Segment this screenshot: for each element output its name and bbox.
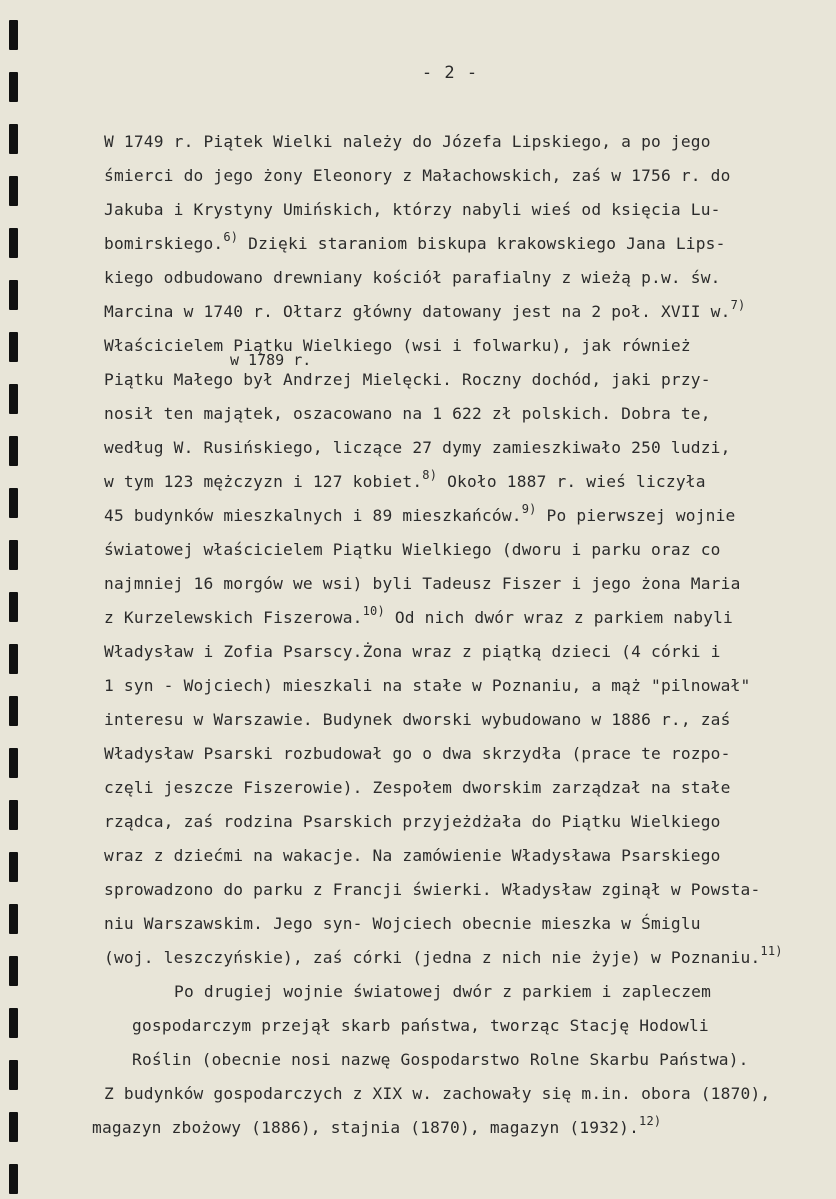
text-line [104, 298, 746, 321]
text-line [104, 468, 706, 491]
text-line: rządca, zaś rodzina Psarskich przyjeżdżała do Piątku Wielkiego [104, 812, 721, 831]
text-span: z Kurzelewskich Fiszerowa. [104, 608, 363, 627]
binder-hole [9, 696, 18, 726]
binder-hole [9, 592, 18, 622]
binder-hole [9, 176, 18, 206]
binder-hole [9, 1112, 18, 1142]
binder-hole [9, 1060, 18, 1090]
text-span: 45 budynków mieszkalnych i 89 mieszkańców. [104, 506, 522, 525]
text-line [104, 230, 726, 253]
footnote-ref: 9) [521, 502, 537, 516]
binder-holes [0, 0, 30, 1199]
text-line: najmniej 16 morgów we wsi) byli Tadeusz Fiszer i jego żona Maria [104, 574, 741, 593]
binder-hole [9, 20, 18, 50]
binder-hole [9, 956, 18, 986]
footnote-ref: 10) [362, 604, 385, 618]
text-line: śmierci do jego żony Eleonory z Małachowskich, zaś w 1756 r. do [104, 166, 731, 185]
binder-hole [9, 1164, 18, 1194]
binder-hole [9, 644, 18, 674]
footnote-ref: 8) [422, 468, 438, 482]
text-line [92, 1114, 662, 1137]
binder-hole [9, 332, 18, 362]
text-line: kiego odbudowano drewniany kościół parafialny z wieżą p.w. św. [104, 268, 721, 287]
binder-hole [9, 124, 18, 154]
binder-hole [9, 852, 18, 882]
binder-hole [9, 228, 18, 258]
binder-hole [9, 748, 18, 778]
text-line: Roślin (obecnie nosi nazwę Gospodarstwo Rolne Skarbu Państwa). [132, 1050, 749, 1069]
text-line: 1 syn - Wojciech) mieszkali na stałe w Poznaniu, a mąż "pilnował" [104, 676, 751, 695]
text-span: Dzięki staraniom biskupa krakowskiego Jana Lips- [238, 234, 726, 253]
footnote-ref: 11) [760, 944, 783, 958]
text-line: Władysław Psarski rozbudował go o dwa skrzydła (prace te rozpo- [104, 744, 731, 763]
binder-hole [9, 280, 18, 310]
text-line: Właścicielem Piątku Wielkiego (wsi i folwarku), jak również [104, 336, 691, 355]
binder-hole [9, 1008, 18, 1038]
text-span: magazyn zbożowy (1886), stajnia (1870), magazyn (1932). [92, 1118, 640, 1137]
text-span: Marcina w 1740 r. Ołtarz główny datowany jest na 2 poł. XVII w. [104, 302, 731, 321]
page-number: - 2 - [421, 63, 479, 83]
footnote-ref: 7) [730, 298, 746, 312]
text-line: W 1749 r. Piątek Wielki należy do Józefa Lipskiego, a po jego [104, 132, 711, 151]
text-line: wraz z dziećmi na wakacje. Na zamówienie Władysława Psarskiego [104, 846, 721, 865]
text-line: Władysław i Zofia Psarscy.Żona wraz z piątką dzieci (4 córki i [104, 642, 721, 661]
text-span: Około 1887 r. wieś liczyła [437, 472, 706, 491]
text-line [104, 502, 736, 525]
text-line [104, 944, 783, 967]
text-line: według W. Rusińskiego, liczące 27 dymy zamieszkiwało 250 ludzi, [104, 438, 731, 457]
text-line: sprowadzono do parku z Francji świerki. Władysław zginął w Powsta- [104, 880, 761, 899]
text-span: Od nich dwór wraz z parkiem nabyli [384, 608, 733, 627]
text-line: nosił ten majątek, oszacowano na 1 622 zł polskich. Dobra te, [104, 404, 711, 423]
footnote-ref: 12) [639, 1114, 662, 1128]
text-line: światowej właścicielem Piątku Wielkiego (dworu i parku oraz co [104, 540, 721, 559]
text-line: Z budynków gospodarczych z XIX w. zachowały się m.in. obora (1870), [104, 1084, 771, 1103]
text-span: Po pierwszej wojnie [536, 506, 736, 525]
binder-hole [9, 436, 18, 466]
binder-hole [9, 904, 18, 934]
text-line: Piątku Małego był Andrzej Mielęcki. Roczny dochód, jaki przy- [104, 370, 711, 389]
text-line [104, 604, 733, 627]
text-span: (woj. leszczyńskie), zaś córki (jedna z nich nie żyje) w Poznaniu. [104, 948, 761, 967]
text-line: Po drugiej wojnie światowej dwór z parkiem i zapleczem [174, 982, 712, 1001]
text-line: interesu w Warszawie. Budynek dworski wybudowano w 1886 r., zaś [104, 710, 731, 729]
binder-hole [9, 800, 18, 830]
binder-hole [9, 384, 18, 414]
text-line: Jakuba i Krystyny Umińskich, którzy nabyli wieś od księcia Lu- [104, 200, 721, 219]
binder-hole [9, 540, 18, 570]
text-span: w tym 123 mężczyzn i 127 kobiet. [104, 472, 423, 491]
interlinear-note: w 1789 r. [230, 351, 312, 369]
text-span: bomirskiego. [104, 234, 224, 253]
text-line: niu Warszawskim. Jego syn- Wojciech obecnie mieszka w Śmiglu [104, 914, 701, 933]
footnote-ref: 6) [223, 230, 239, 244]
text-line: gospodarczym przejął skarb państwa, tworząc Stację Hodowli [132, 1016, 709, 1035]
text-line: częli jeszcze Fiszerowie). Zespołem dworskim zarządzał na stałe [104, 778, 731, 797]
binder-hole [9, 488, 18, 518]
